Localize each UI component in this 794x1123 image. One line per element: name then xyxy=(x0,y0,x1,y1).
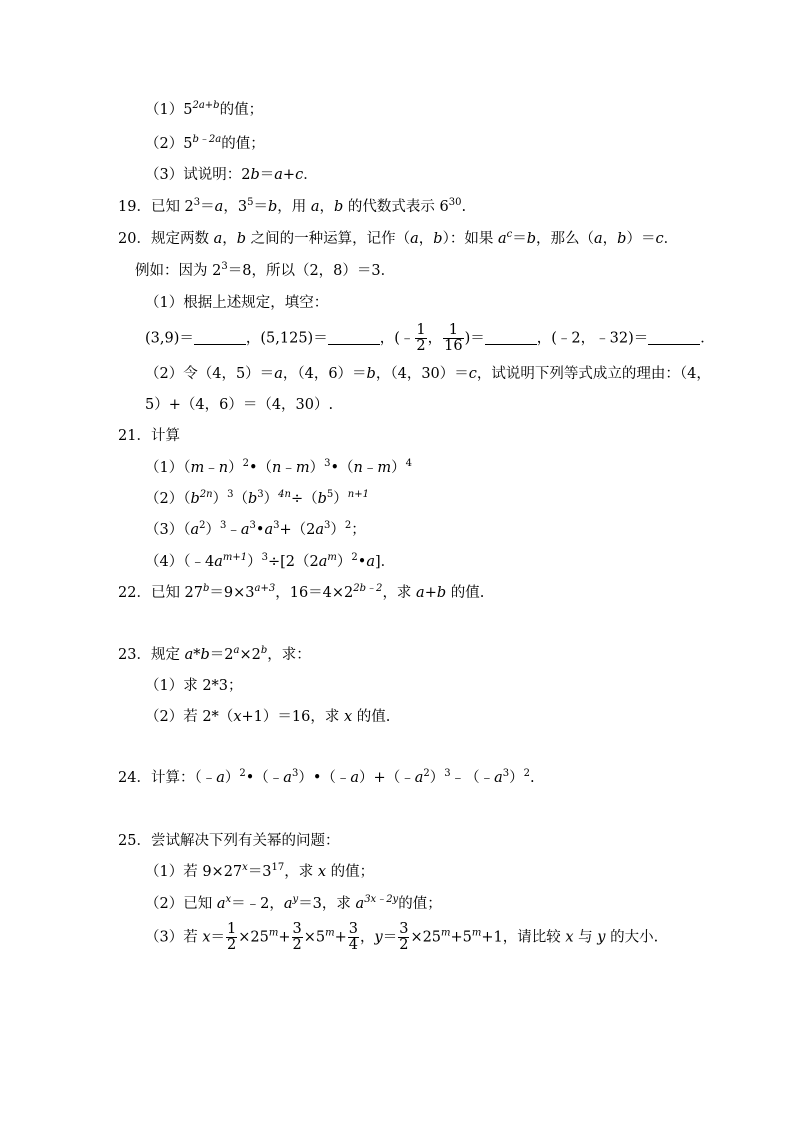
question-22: 22．已知 $27^b=9\times 3^{a+3}$，$16=4\times 2^{2b﹣2}$，求 a+b 的值. xyxy=(118,583,485,601)
question-21-title: 21．计算 xyxy=(118,428,180,444)
question-20-fill-blanks: (3,9)＝ ，(5,125)＝ ，(﹣ $\frac{1}{2}$ ， $\frac{1}{16}$ )＝ ，(﹣2，﹣32)＝ ． xyxy=(145,322,715,354)
q18-part3: （3）试说明：2b＝a+c． xyxy=(145,167,318,183)
fraction: $\frac{1}{2}$ xyxy=(227,921,237,953)
question-24: 24．计算：$(﹣a)^2•(﹣a^3)•(﹣a)+(﹣a^2)^3﹣(﹣a^3)^2$. xyxy=(118,768,535,786)
question-21-part3: $(3)(a^2)^3﹣a^3•a^3+(2a^3)^2$； xyxy=(145,520,366,538)
question-25-part2: （2）已知 $a^x=﹣2$，$a^y=3$，求 $a^{3x﹣2y}$的值； xyxy=(145,894,442,912)
question-21-part4: $(4)(﹣4a^{m+1})^3\div[2(2a^m)^2•a]$． xyxy=(145,552,396,570)
question-25-part3: （3）若 x＝ $\frac{1}{2}$ $\times 25^m+$ $\frac{3}{2}$ $\times 5^m+$ $\frac{3}{4}$ ，y＝ $\frac{3}{2}$ $\times 25^m+5^m+1$，请比较 x 与 y 的大小. xyxy=(145,921,659,953)
fraction: $\frac{1}{2}$ xyxy=(416,322,426,354)
fraction: $\frac{3}{4}$ xyxy=(348,921,358,953)
question-25-part1: （1）若 $9\times 27^x=3^{17}$，求 x 的值； xyxy=(145,862,375,880)
fraction: $\frac{3}{2}$ xyxy=(292,921,302,953)
fraction: $\frac{3}{2}$ xyxy=(399,921,409,953)
question-21-part2: $(2)(b^{2n})^3(b^3)^{4n}\div(b^5)^{n+1}$ xyxy=(145,489,369,507)
answer-blank[interactable] xyxy=(648,330,700,345)
question-20-part1-label: （1）根据上述规定，填空： xyxy=(145,295,329,311)
question-20-example: 例如：因为 $2^3=8$，所以（2，8）＝3． xyxy=(135,261,396,279)
question-20-part2-cont: 5）+（4，6）＝（4，30）. xyxy=(145,397,334,413)
question-20-part2: （2）令（4，5）＝a，（4，6）＝b，（4，30）＝c，试说明下列等式成立的理由：（4， xyxy=(145,366,711,382)
answer-blank[interactable] xyxy=(194,330,246,345)
answer-blank[interactable] xyxy=(328,330,380,345)
question-23-part1: （1）求 2*3； xyxy=(145,678,243,694)
question-19: 19．已知 $2^3=a$，$3^5=b$，用 a，b 的代数式表示 $6^{30}$. xyxy=(118,197,467,215)
question-23-part2: （2）若 2*（x+1）＝16，求 x 的值. xyxy=(145,709,391,725)
question-20-intro: 20．规定两数 a，b 之间的一种运算，记作（a，b）：如果 $a^c=b$，那么（a，b）＝c． xyxy=(118,229,679,247)
q18-part2: $(2)5^{b﹣2a}$的值； xyxy=(145,134,265,152)
fraction: $\frac{1}{16}$ xyxy=(444,322,463,354)
question-23-intro: 23．规定 $a*b=2^a\times 2^b$，求： xyxy=(118,645,311,663)
question-25-title: 25．尝试解决下列有关幂的问题： xyxy=(118,833,340,849)
question-21-part1: （1）（m﹣n）$^2$•（n﹣m）$^3$•（n﹣m）$^4$ xyxy=(145,458,413,476)
answer-blank[interactable] xyxy=(485,330,537,345)
q18-part1: $(1)5^{2a+b}$的值； xyxy=(145,100,264,118)
